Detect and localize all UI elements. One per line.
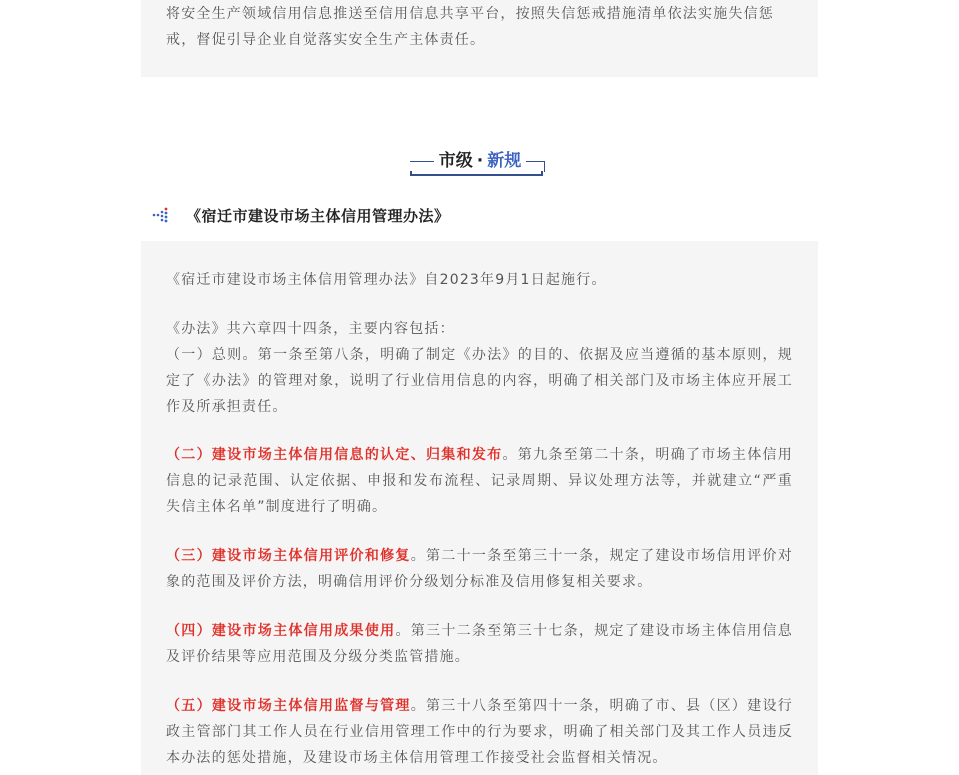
previous-section-text — [166, 1, 793, 53]
chapter-3-prefix: （三） — [166, 548, 212, 564]
section-title-separator: · — [476, 151, 484, 171]
section-title-part1: 市级 — [438, 151, 473, 171]
content-box — [141, 241, 818, 775]
section-title — [410, 148, 546, 178]
title-line-right — [526, 161, 545, 162]
chapter-4-title: 建设市场主体信用成果使用 — [211, 623, 396, 639]
chapter-5-text: 。第三十八条至第四十一条，明确了市、县（区）建设行政主管部门其工作人员在行业信用管理工作中的行为要求，明确了相关部门及其工作人员违反本办法的惩处措施，及建设市场主体信用管理工作接受社会监督相关情况。 — [166, 698, 793, 766]
paragraph-chapter-4 — [166, 618, 793, 670]
paragraph-chapter-1: （一）总则。第一条至第八条，明确了制定《办法》的目的、依据及应当遵循的基本原则，规定了《办法》的管理对象，说明了行业信用信息的内容，明确了相关部门及市场主体应开展工作及所承担责任。 — [166, 347, 793, 415]
paragraph-effective-date: 《宿迁市建设市场主体信用管理办法》自2023年9月1日起施行。 — [166, 272, 607, 288]
paragraph-chapter-5 — [166, 693, 793, 771]
previous-line-1: 将安全生产领域信用信息推送至信用信息共享平台，按照失信惩戒措施清单依法实施失信惩 — [166, 6, 774, 22]
section-title-label — [434, 148, 526, 174]
chapter-5-title: 建设市场主体信用监督与管理 — [211, 698, 411, 714]
paragraph-chapter-3 — [166, 543, 793, 595]
title-line-left — [410, 161, 434, 162]
chapter-4-text: 。第三十二条至第三十七条，规定了建设市场主体信用信息及评价结果等应用范围及分级分类监管措施。 — [166, 623, 793, 665]
chapter-3-title: 建设市场主体信用评价和修复 — [211, 548, 411, 564]
chapter-3-text: 。第二十一条至第三十一条，规定了建设市场信用评价对象的范围及评价方法，明确信用评价分级划分标准及信用修复相关要求。 — [166, 548, 793, 590]
dots-icon — [152, 206, 170, 224]
paragraph-overview: 《办法》共六章四十四条，主要内容包括： — [166, 321, 455, 337]
sub-heading-text: 《宿迁市建设市场主体信用管理办法》 — [186, 206, 450, 225]
previous-section-box — [141, 0, 818, 77]
chapter-2-text: 。第九条至第二十条，明确了市场主体信用信息的记录范围、认定依据、申报和发布流程、记录周期、异议处理方法等，并就建立“严重失信主体名单”制度进行了明确。 — [166, 447, 793, 515]
title-tick-right — [544, 161, 545, 172]
chapter-4-prefix: （四） — [166, 623, 212, 639]
chapter-2-title: 建设市场主体信用信息的认定、归集和发布 — [211, 447, 503, 463]
chapter-5-prefix: （五） — [166, 698, 212, 714]
sub-heading — [152, 203, 450, 227]
section-title-part2: 新规 — [487, 151, 522, 171]
previous-line-2: 戒，督促引导企业自觉落实安全生产主体责任。 — [166, 32, 486, 48]
paragraph-chapter-2 — [166, 442, 793, 520]
chapter-2-prefix: （二） — [166, 447, 212, 463]
